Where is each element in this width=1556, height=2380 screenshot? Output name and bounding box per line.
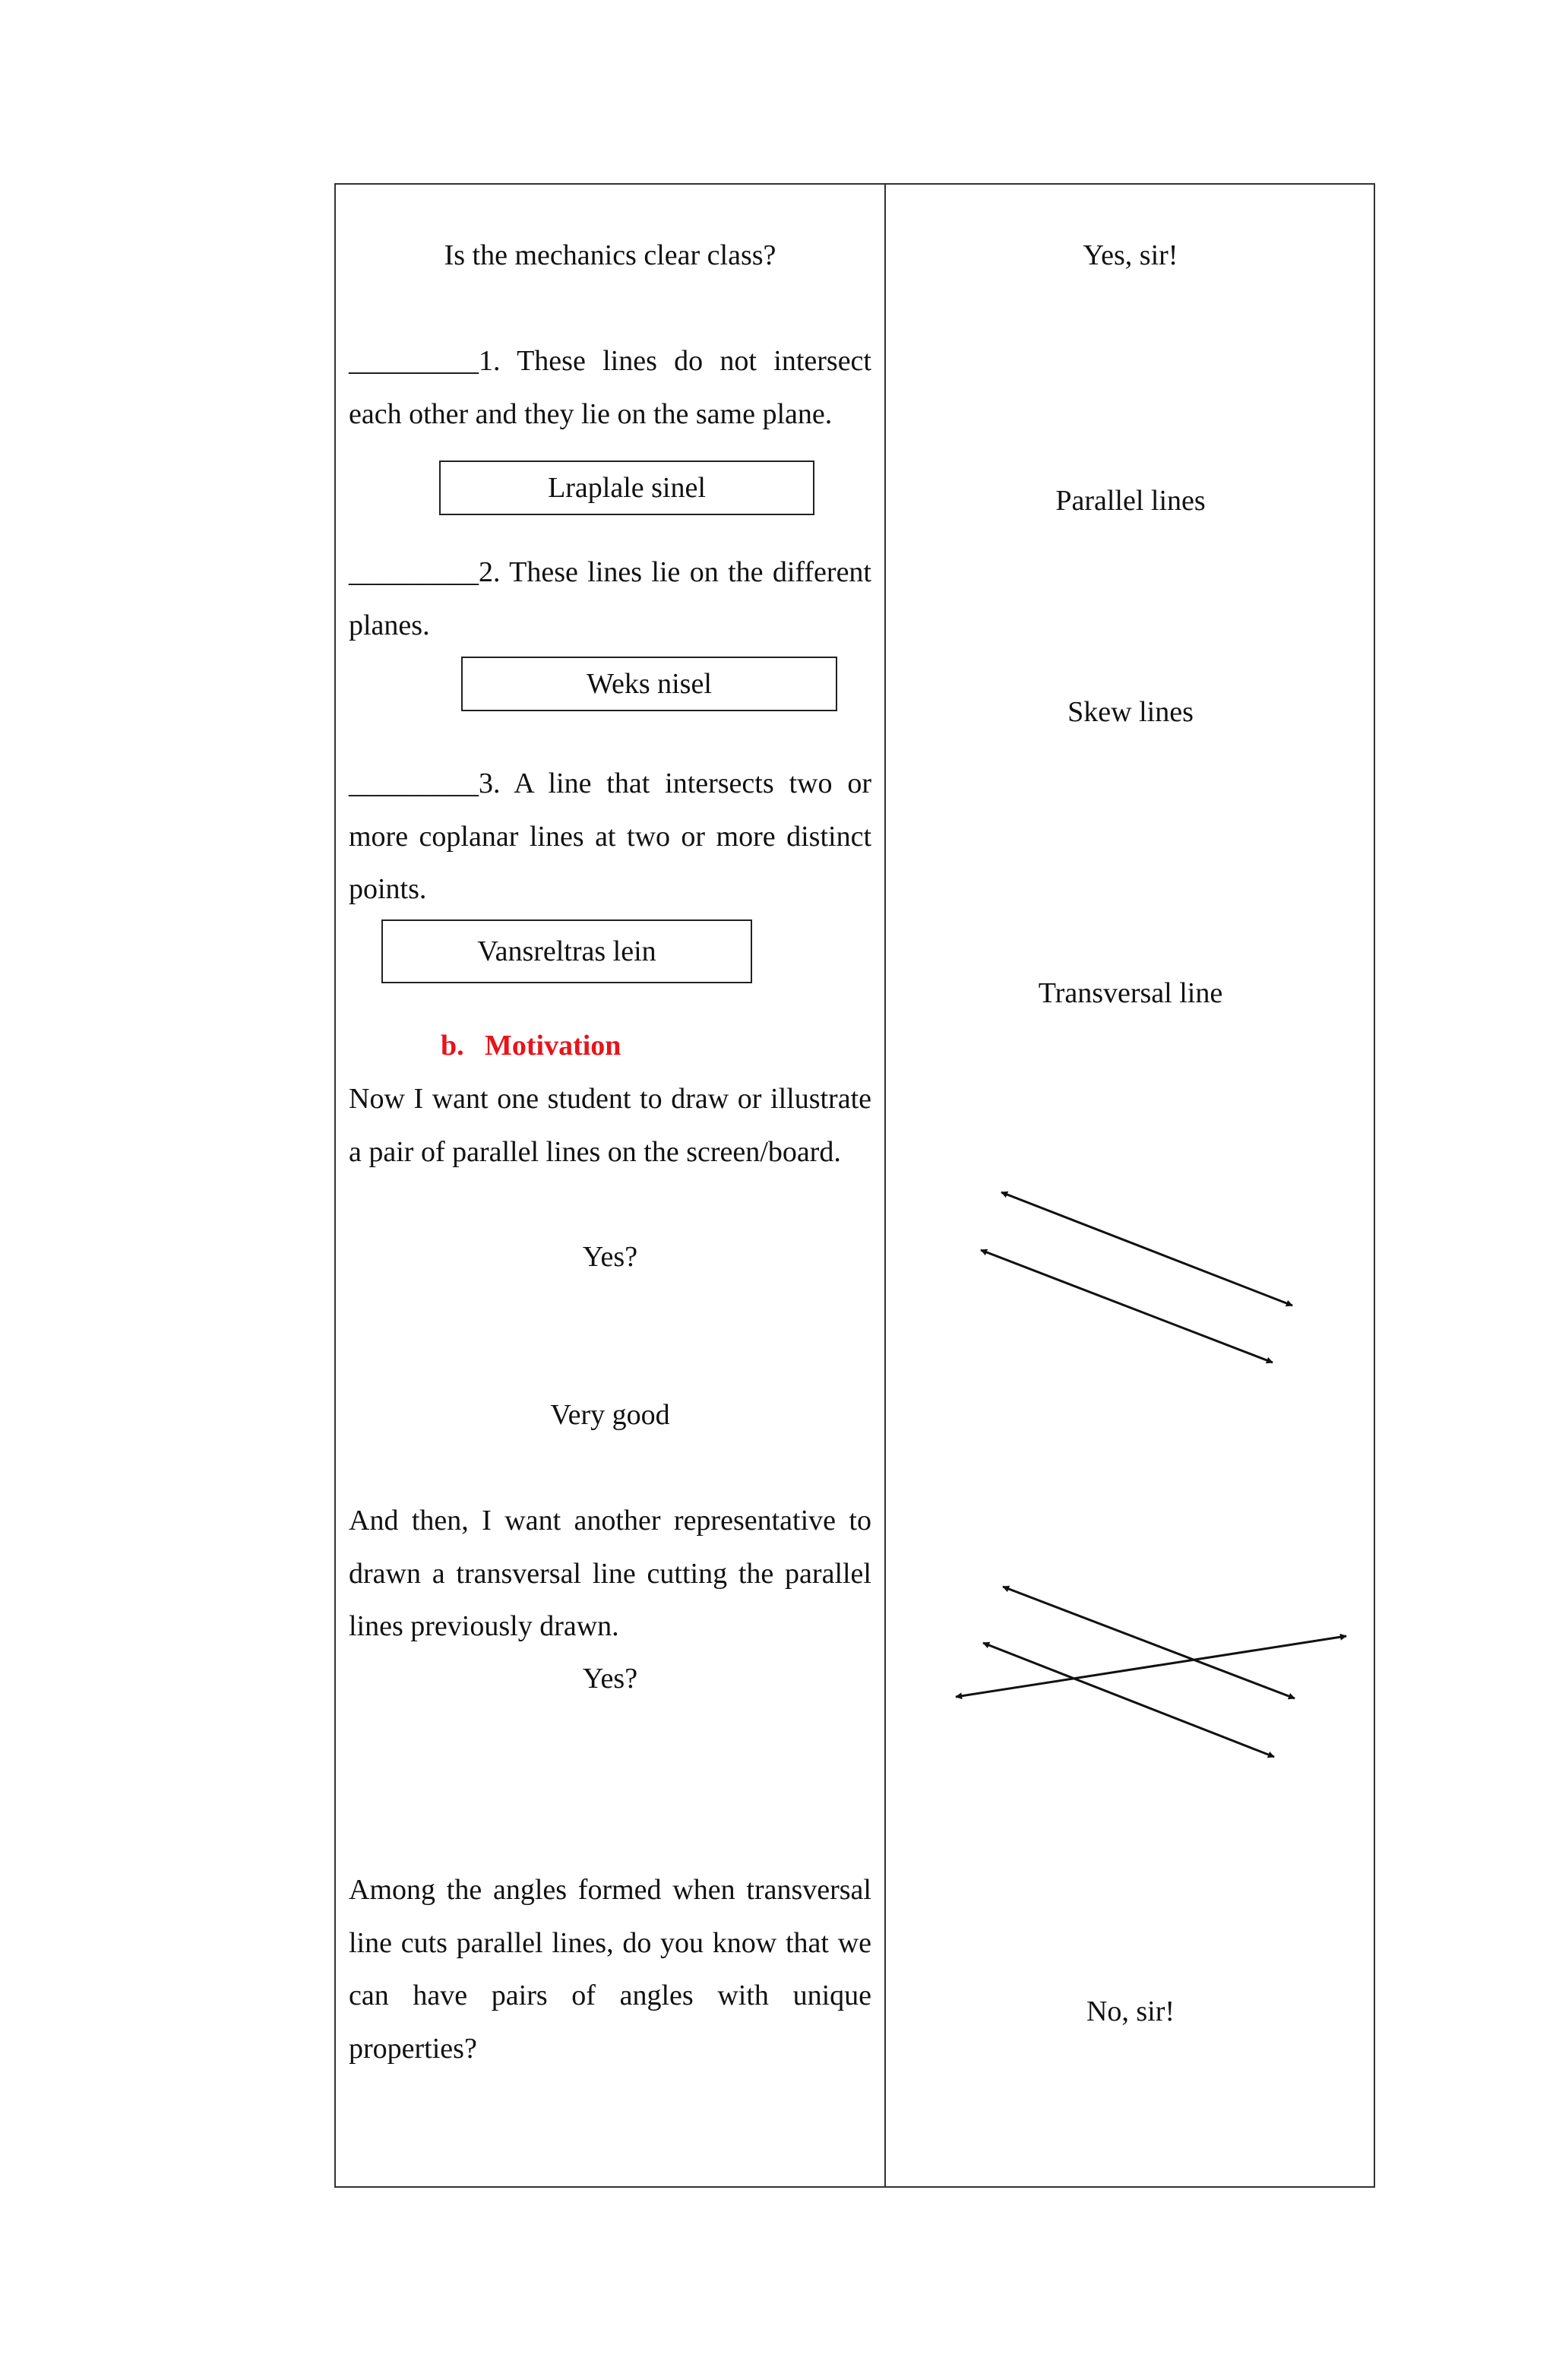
- answer-skew-lines: Skew lines: [1067, 696, 1194, 728]
- answer-yes-sir: Yes, sir!: [1083, 239, 1178, 271]
- answer-parallel-lines: Parallel lines: [1055, 485, 1206, 517]
- answer-transversal-line: Transversal line: [1038, 977, 1223, 1009]
- paragraph-draw-parallel: Now I want one student to draw or illustrate a pair of parallel lines on the screen/board.: [349, 1083, 871, 1168]
- very-good-text: Very good: [550, 1399, 670, 1431]
- parallel-line-2: [981, 1250, 1273, 1362]
- yes-question-1: Yes?: [582, 1241, 638, 1273]
- motivation-heading: b. Motivation: [441, 1030, 621, 1062]
- paragraph-angle-pairs: Among the angles formed when transversal line cuts parallel lines, do you know that we can have pairs of angles with unique properties?: [349, 1874, 871, 2065]
- scrambled-word-2: Weks nisel: [587, 668, 712, 700]
- item-3-text: _________3. A line that intersects two or more coplanar lines at two or more distinct points.: [349, 767, 872, 905]
- scrambled-word-3: Vansreltras lein: [477, 935, 656, 967]
- item-1-text: _________1. These lines do not intersect each other and they lie on the same plane.: [349, 345, 871, 430]
- yes-question-2: Yes?: [582, 1663, 638, 1695]
- parallel-lines-figure: [981, 1192, 1292, 1362]
- scrambled-word-1: Lraplale sinel: [548, 472, 706, 504]
- transversal-line: [956, 1636, 1346, 1697]
- item-2-text: _________2. These lines lie on the different planes.: [349, 556, 871, 641]
- parallel-line-1: [1001, 1192, 1292, 1306]
- transversal-figure: [956, 1587, 1346, 1757]
- paragraph-draw-transversal: And then, I want another representative to drawn a transversal line cutting the parallel lines previously drawn.: [349, 1505, 871, 1642]
- answer-no-sir: No, sir!: [1086, 1995, 1175, 2027]
- question-intro: Is the mechanics clear class?: [444, 239, 776, 271]
- parallel-line-4: [983, 1643, 1274, 1757]
